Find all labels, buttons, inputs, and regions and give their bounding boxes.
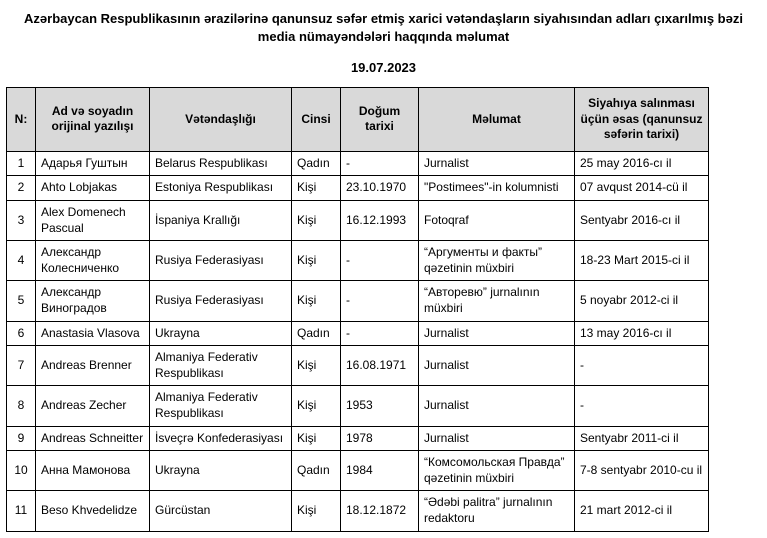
table-cell: Ukrayna xyxy=(150,321,292,346)
table-cell: Jurnalist xyxy=(419,151,575,176)
table-row xyxy=(7,386,709,426)
column-header: Siyahıya salınması üçün əsas (qanunsuz səfərin tarixi) xyxy=(575,88,709,152)
table-cell: 1984 xyxy=(341,451,419,491)
table-cell: - xyxy=(341,241,419,281)
table-row xyxy=(7,201,709,241)
table-row xyxy=(7,241,709,281)
table-cell: Anastasia Vlasova xyxy=(36,321,150,346)
table-cell: Almaniya Federativ Respublikası xyxy=(150,386,292,426)
table-cell: Kişi xyxy=(292,241,341,281)
table-cell: 07 avqust 2014-cü il xyxy=(575,176,709,201)
table-cell: 18-23 Mart 2015-ci il xyxy=(575,241,709,281)
table-cell: 7-8 sentyabr 2010-cu il xyxy=(575,451,709,491)
table-cell: Andreas Zecher xyxy=(36,386,150,426)
table-cell: 7 xyxy=(7,346,36,386)
table-cell: 11 xyxy=(7,491,36,531)
table-cell: Александр Виноградов xyxy=(36,281,150,321)
table-cell: “Комсомольская Правда” qəzetinin müxbiri xyxy=(419,451,575,491)
table-cell: Qadın xyxy=(292,321,341,346)
table-cell: Jurnalist xyxy=(419,321,575,346)
table-cell: 1953 xyxy=(341,386,419,426)
table-cell: 23.10.1970 xyxy=(341,176,419,201)
table-cell: 5 xyxy=(7,281,36,321)
table-cell: 18.12.1872 xyxy=(341,491,419,531)
table-cell: Анна Мамонова xyxy=(36,451,150,491)
table-cell: 21 mart 2012-ci il xyxy=(575,491,709,531)
table-cell: - xyxy=(575,346,709,386)
table-cell: Rusiya Federasiyası xyxy=(150,281,292,321)
table-cell: İspaniya Krallığı xyxy=(150,201,292,241)
table-cell: Kişi xyxy=(292,386,341,426)
table-cell: Andreas Brenner xyxy=(36,346,150,386)
table-row xyxy=(7,321,709,346)
table-cell: - xyxy=(341,151,419,176)
table-cell: Ukrayna xyxy=(150,451,292,491)
document-date: 19.07.2023 xyxy=(350,60,417,76)
media-representatives-table xyxy=(6,87,709,531)
table-cell: Andreas Schneitter xyxy=(36,426,150,451)
table-cell: Fotoqraf xyxy=(419,201,575,241)
table-row xyxy=(7,426,709,451)
table-cell: Sentyabr 2011-ci il xyxy=(575,426,709,451)
table-cell: 5 noyabr 2012-ci il xyxy=(575,281,709,321)
column-header: N: xyxy=(7,88,36,152)
table-cell: 16.12.1993 xyxy=(341,201,419,241)
table-cell: "Postimees"-in kolumnisti xyxy=(419,176,575,201)
table-cell: Ahto Lobjakas xyxy=(36,176,150,201)
table-cell: 4 xyxy=(7,241,36,281)
table-row xyxy=(7,151,709,176)
table-cell: Belarus Respublikası xyxy=(150,151,292,176)
table-cell: Александр Колесниченко xyxy=(36,241,150,281)
table-cell: Qadın xyxy=(292,451,341,491)
table-cell: “Аргументы и факты” qəzetinin müxbiri xyxy=(419,241,575,281)
table-cell: 1978 xyxy=(341,426,419,451)
table-row xyxy=(7,491,709,531)
document-title: Azərbaycan Respublikasının ərazilərinə qanunsuz səfər etmiş xarici vətəndaşların siyahısından adları çıxarılmış bəzi media nümayəndələri haqqında məlumat xyxy=(24,11,743,44)
table-cell: 25 may 2016-cı il xyxy=(575,151,709,176)
table-cell: Kişi xyxy=(292,201,341,241)
column-header: Ad və soyadın orijinal yazılışı xyxy=(36,88,150,152)
table-cell: Alex Domenech Pascual xyxy=(36,201,150,241)
table-cell: 8 xyxy=(7,386,36,426)
table-body xyxy=(7,151,709,531)
table-cell: Almaniya Federativ Respublikası xyxy=(150,346,292,386)
table-cell: 1 xyxy=(7,151,36,176)
table-cell: - xyxy=(575,386,709,426)
table-cell: Jurnalist xyxy=(419,346,575,386)
table-cell: Estoniya Respublikası xyxy=(150,176,292,201)
column-header: Məlumat xyxy=(419,88,575,152)
table-cell: Jurnalist xyxy=(419,426,575,451)
table-cell: 6 xyxy=(7,321,36,346)
table-row xyxy=(7,451,709,491)
table-cell: Beso Khvedelidze xyxy=(36,491,150,531)
table-cell: 9 xyxy=(7,426,36,451)
table-cell: “Авторевю” jurnalının müxbiri xyxy=(419,281,575,321)
table-row xyxy=(7,176,709,201)
table-cell: Kişi xyxy=(292,346,341,386)
table-cell: - xyxy=(341,281,419,321)
table-header-row xyxy=(7,88,709,152)
table-cell: Kişi xyxy=(292,281,341,321)
table-cell: “Ədəbi palitra” jurnalının redaktoru xyxy=(419,491,575,531)
table-cell: Sentyabr 2016-cı il xyxy=(575,201,709,241)
table-cell: Rusiya Federasiyası xyxy=(150,241,292,281)
table-cell: Kişi xyxy=(292,491,341,531)
table-cell: 3 xyxy=(7,201,36,241)
table-cell: - xyxy=(341,321,419,346)
table-cell: 2 xyxy=(7,176,36,201)
table-cell: Jurnalist xyxy=(419,386,575,426)
column-header: Doğum tarixi xyxy=(341,88,419,152)
table-row xyxy=(7,281,709,321)
table-cell: 16.08.1971 xyxy=(341,346,419,386)
table-cell: İsveçrə Konfederasiyası xyxy=(150,426,292,451)
table-cell: Kişi xyxy=(292,176,341,201)
table-cell: 13 may 2016-cı il xyxy=(575,321,709,346)
table-row xyxy=(7,346,709,386)
table-cell: Адарья Гуштын xyxy=(36,151,150,176)
table-cell: 10 xyxy=(7,451,36,491)
table-cell: Kişi xyxy=(292,426,341,451)
column-header: Cinsi xyxy=(292,88,341,152)
table-cell: Gürcüstan xyxy=(150,491,292,531)
column-header: Vətəndaşlığı xyxy=(150,88,292,152)
table-cell: Qadın xyxy=(292,151,341,176)
